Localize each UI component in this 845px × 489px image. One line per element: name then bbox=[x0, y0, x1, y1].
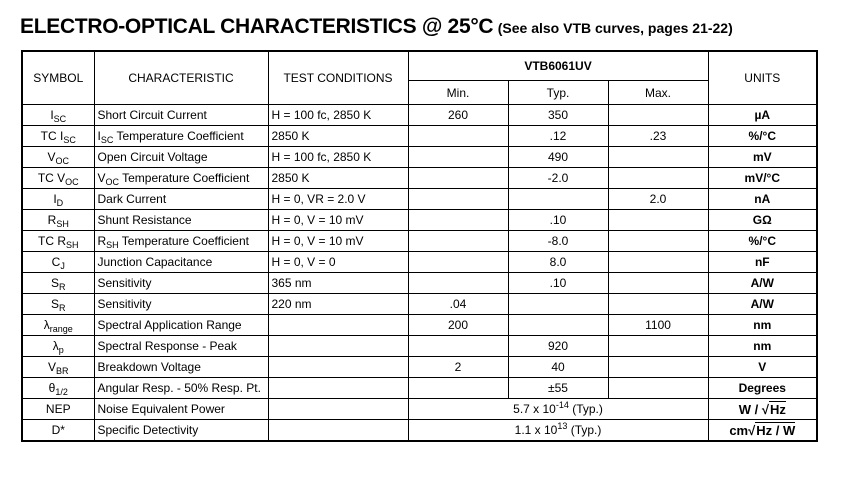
typ-cell: 920 bbox=[508, 336, 608, 357]
typ-cell: .12 bbox=[508, 126, 608, 147]
symbol-cell: TC $R_{SH}$ bbox=[22, 231, 94, 252]
conditions-cell: H = 0, V = 0 bbox=[268, 252, 408, 273]
table-row bbox=[22, 147, 817, 168]
conditions-cell: H = 100 fc, 2850 K bbox=[268, 147, 408, 168]
conditions-cell: 220 nm bbox=[268, 294, 408, 315]
min-cell: 260 bbox=[408, 105, 508, 126]
table-row bbox=[22, 252, 817, 273]
table-row bbox=[22, 315, 817, 336]
table-row bbox=[22, 168, 817, 189]
min-cell: 2 bbox=[408, 357, 508, 378]
max-cell bbox=[608, 294, 708, 315]
characteristic-cell: Sensitivity bbox=[94, 273, 268, 294]
min-cell bbox=[408, 126, 508, 147]
conditions-cell: H = 0, VR = 2.0 V bbox=[268, 189, 408, 210]
table-row bbox=[22, 105, 817, 126]
header-min: Min. bbox=[408, 81, 508, 105]
characteristic-cell: Shunt Resistance bbox=[94, 210, 268, 231]
max-cell bbox=[608, 378, 708, 399]
symbol-cell: $S_R$ bbox=[22, 273, 94, 294]
symbol-cell: $R_{SH}$ bbox=[22, 210, 94, 231]
typ-cell: 8.0 bbox=[508, 252, 608, 273]
typ-cell: .10 bbox=[508, 273, 608, 294]
header-units: UNITS bbox=[708, 51, 817, 105]
header-symbol: SYMBOL bbox=[22, 51, 94, 105]
table-row bbox=[22, 336, 817, 357]
conditions-cell bbox=[268, 378, 408, 399]
min-cell bbox=[408, 147, 508, 168]
symbol-cell: NEP bbox=[22, 399, 94, 420]
conditions-cell: 2850 K bbox=[268, 168, 408, 189]
unit-cell: %/°C bbox=[708, 126, 817, 147]
max-cell bbox=[608, 336, 708, 357]
characteristic-cell: Open Circuit Voltage bbox=[94, 147, 268, 168]
typ-cell: ±55 bbox=[508, 378, 608, 399]
max-cell: 2.0 bbox=[608, 189, 708, 210]
typ-cell bbox=[508, 315, 608, 336]
unit-cell: nA bbox=[708, 189, 817, 210]
conditions-cell bbox=[268, 357, 408, 378]
unit-cell: nm bbox=[708, 315, 817, 336]
table-row bbox=[22, 189, 817, 210]
table-footer-rows bbox=[22, 399, 817, 442]
table-row-nep bbox=[22, 399, 817, 420]
max-cell bbox=[608, 231, 708, 252]
max-cell bbox=[608, 147, 708, 168]
conditions-cell bbox=[268, 399, 408, 420]
symbol-cell: $S_R$ bbox=[22, 294, 94, 315]
unit-cell: µA bbox=[708, 105, 817, 126]
table-row-dstar bbox=[22, 420, 817, 442]
unit-cell: nF bbox=[708, 252, 817, 273]
typ-cell: 490 bbox=[508, 147, 608, 168]
unit-cell: V bbox=[708, 357, 817, 378]
typ-cell: .10 bbox=[508, 210, 608, 231]
header-max: Max. bbox=[608, 81, 708, 105]
conditions-cell bbox=[268, 315, 408, 336]
max-cell: 1100 bbox=[608, 315, 708, 336]
title-note: (See also VTB curves, pages 21-22) bbox=[497, 20, 733, 36]
unit-cell: A/W bbox=[708, 294, 817, 315]
table-row bbox=[22, 294, 817, 315]
characteristic-cell: Angular Resp. - 50% Resp. Pt. bbox=[94, 378, 268, 399]
characteristic-cell: Sensitivity bbox=[94, 294, 268, 315]
conditions-cell: 2850 K bbox=[268, 126, 408, 147]
characteristic-cell: Spectral Response - Peak bbox=[94, 336, 268, 357]
max-cell bbox=[608, 252, 708, 273]
conditions-cell: 365 nm bbox=[268, 273, 408, 294]
max-cell: .23 bbox=[608, 126, 708, 147]
symbol-cell: $C_J$ bbox=[22, 252, 94, 273]
table-row bbox=[22, 231, 817, 252]
min-cell bbox=[408, 378, 508, 399]
unit-cell: W / √Hz bbox=[708, 399, 817, 420]
symbol-cell: TC $V_{OC}$ bbox=[22, 168, 94, 189]
unit-cell: %/°C bbox=[708, 231, 817, 252]
max-cell bbox=[608, 357, 708, 378]
min-cell bbox=[408, 210, 508, 231]
symbol-cell: TC $I_{SC}$ bbox=[22, 126, 94, 147]
max-cell bbox=[608, 105, 708, 126]
max-cell bbox=[608, 273, 708, 294]
conditions-cell: H = 100 fc, 2850 K bbox=[268, 105, 408, 126]
characteristic-cell: Dark Current bbox=[94, 189, 268, 210]
table-body bbox=[22, 105, 817, 399]
symbol-cell: $V_{BR}$ bbox=[22, 357, 94, 378]
typ-cell: -8.0 bbox=[508, 231, 608, 252]
min-cell bbox=[408, 252, 508, 273]
unit-cell: Degrees bbox=[708, 378, 817, 399]
unit-cell: cm√Hz / W bbox=[708, 420, 817, 442]
min-cell: .04 bbox=[408, 294, 508, 315]
min-cell bbox=[408, 231, 508, 252]
typ-cell: 40 bbox=[508, 357, 608, 378]
header-typ: Typ. bbox=[508, 81, 608, 105]
symbol-cell: $\lambda_p$ bbox=[22, 336, 94, 357]
unit-cell: A/W bbox=[708, 273, 817, 294]
value-cell: 5.7 x $10^{-14}$ (Typ.) bbox=[408, 399, 708, 420]
characteristic-cell: $R_{SH}$ Temperature Coefficient bbox=[94, 231, 268, 252]
symbol-cell: $V_{OC}$ bbox=[22, 147, 94, 168]
min-cell bbox=[408, 189, 508, 210]
characteristic-cell: $I_{SC}$ Temperature Coefficient bbox=[94, 126, 268, 147]
value-cell: 1.1 x $10^{13}$ (Typ.) bbox=[408, 420, 708, 442]
unit-cell: nm bbox=[708, 336, 817, 357]
characteristic-cell: Spectral Application Range bbox=[94, 315, 268, 336]
characteristic-cell: Junction Capacitance bbox=[94, 252, 268, 273]
typ-cell bbox=[508, 189, 608, 210]
title-main: ELECTRO-OPTICAL CHARACTERISTICS @ 25°C bbox=[20, 15, 494, 38]
characteristic-cell: Noise Equivalent Power bbox=[94, 399, 268, 420]
table-row bbox=[22, 210, 817, 231]
table-row bbox=[22, 378, 817, 399]
typ-cell bbox=[508, 294, 608, 315]
table-row bbox=[22, 126, 817, 147]
max-cell bbox=[608, 168, 708, 189]
max-cell bbox=[608, 210, 708, 231]
header-test-conditions: TEST CONDITIONS bbox=[268, 51, 408, 105]
conditions-cell: H = 0, V = 10 mV bbox=[268, 231, 408, 252]
unit-cell: mV/°C bbox=[708, 168, 817, 189]
conditions-cell: H = 0, V = 10 mV bbox=[268, 210, 408, 231]
min-cell bbox=[408, 336, 508, 357]
symbol-cell: $I_{SC}$ bbox=[22, 105, 94, 126]
symbol-cell: D* bbox=[22, 420, 94, 442]
characteristic-cell: $V_{OC}$ Temperature Coefficient bbox=[94, 168, 268, 189]
electro-optical-table bbox=[21, 50, 818, 442]
characteristic-cell: Breakdown Voltage bbox=[94, 357, 268, 378]
conditions-cell bbox=[268, 420, 408, 442]
page-title bbox=[20, 15, 733, 39]
table-row bbox=[22, 357, 817, 378]
unit-cell: mV bbox=[708, 147, 817, 168]
characteristic-cell: Specific Detectivity bbox=[94, 420, 268, 442]
min-cell: 200 bbox=[408, 315, 508, 336]
symbol-cell: $\theta_{1/2}$ bbox=[22, 378, 94, 399]
table-row bbox=[22, 273, 817, 294]
min-cell bbox=[408, 273, 508, 294]
typ-cell: 350 bbox=[508, 105, 608, 126]
typ-cell: -2.0 bbox=[508, 168, 608, 189]
conditions-cell bbox=[268, 336, 408, 357]
symbol-cell: $\lambda_{range}$ bbox=[22, 315, 94, 336]
min-cell bbox=[408, 168, 508, 189]
header-characteristic: CHARACTERISTIC bbox=[94, 51, 268, 105]
characteristic-cell: Short Circuit Current bbox=[94, 105, 268, 126]
header-part-number: VTB6061UV bbox=[408, 51, 708, 81]
unit-cell: GΩ bbox=[708, 210, 817, 231]
symbol-cell: $I_D$ bbox=[22, 189, 94, 210]
